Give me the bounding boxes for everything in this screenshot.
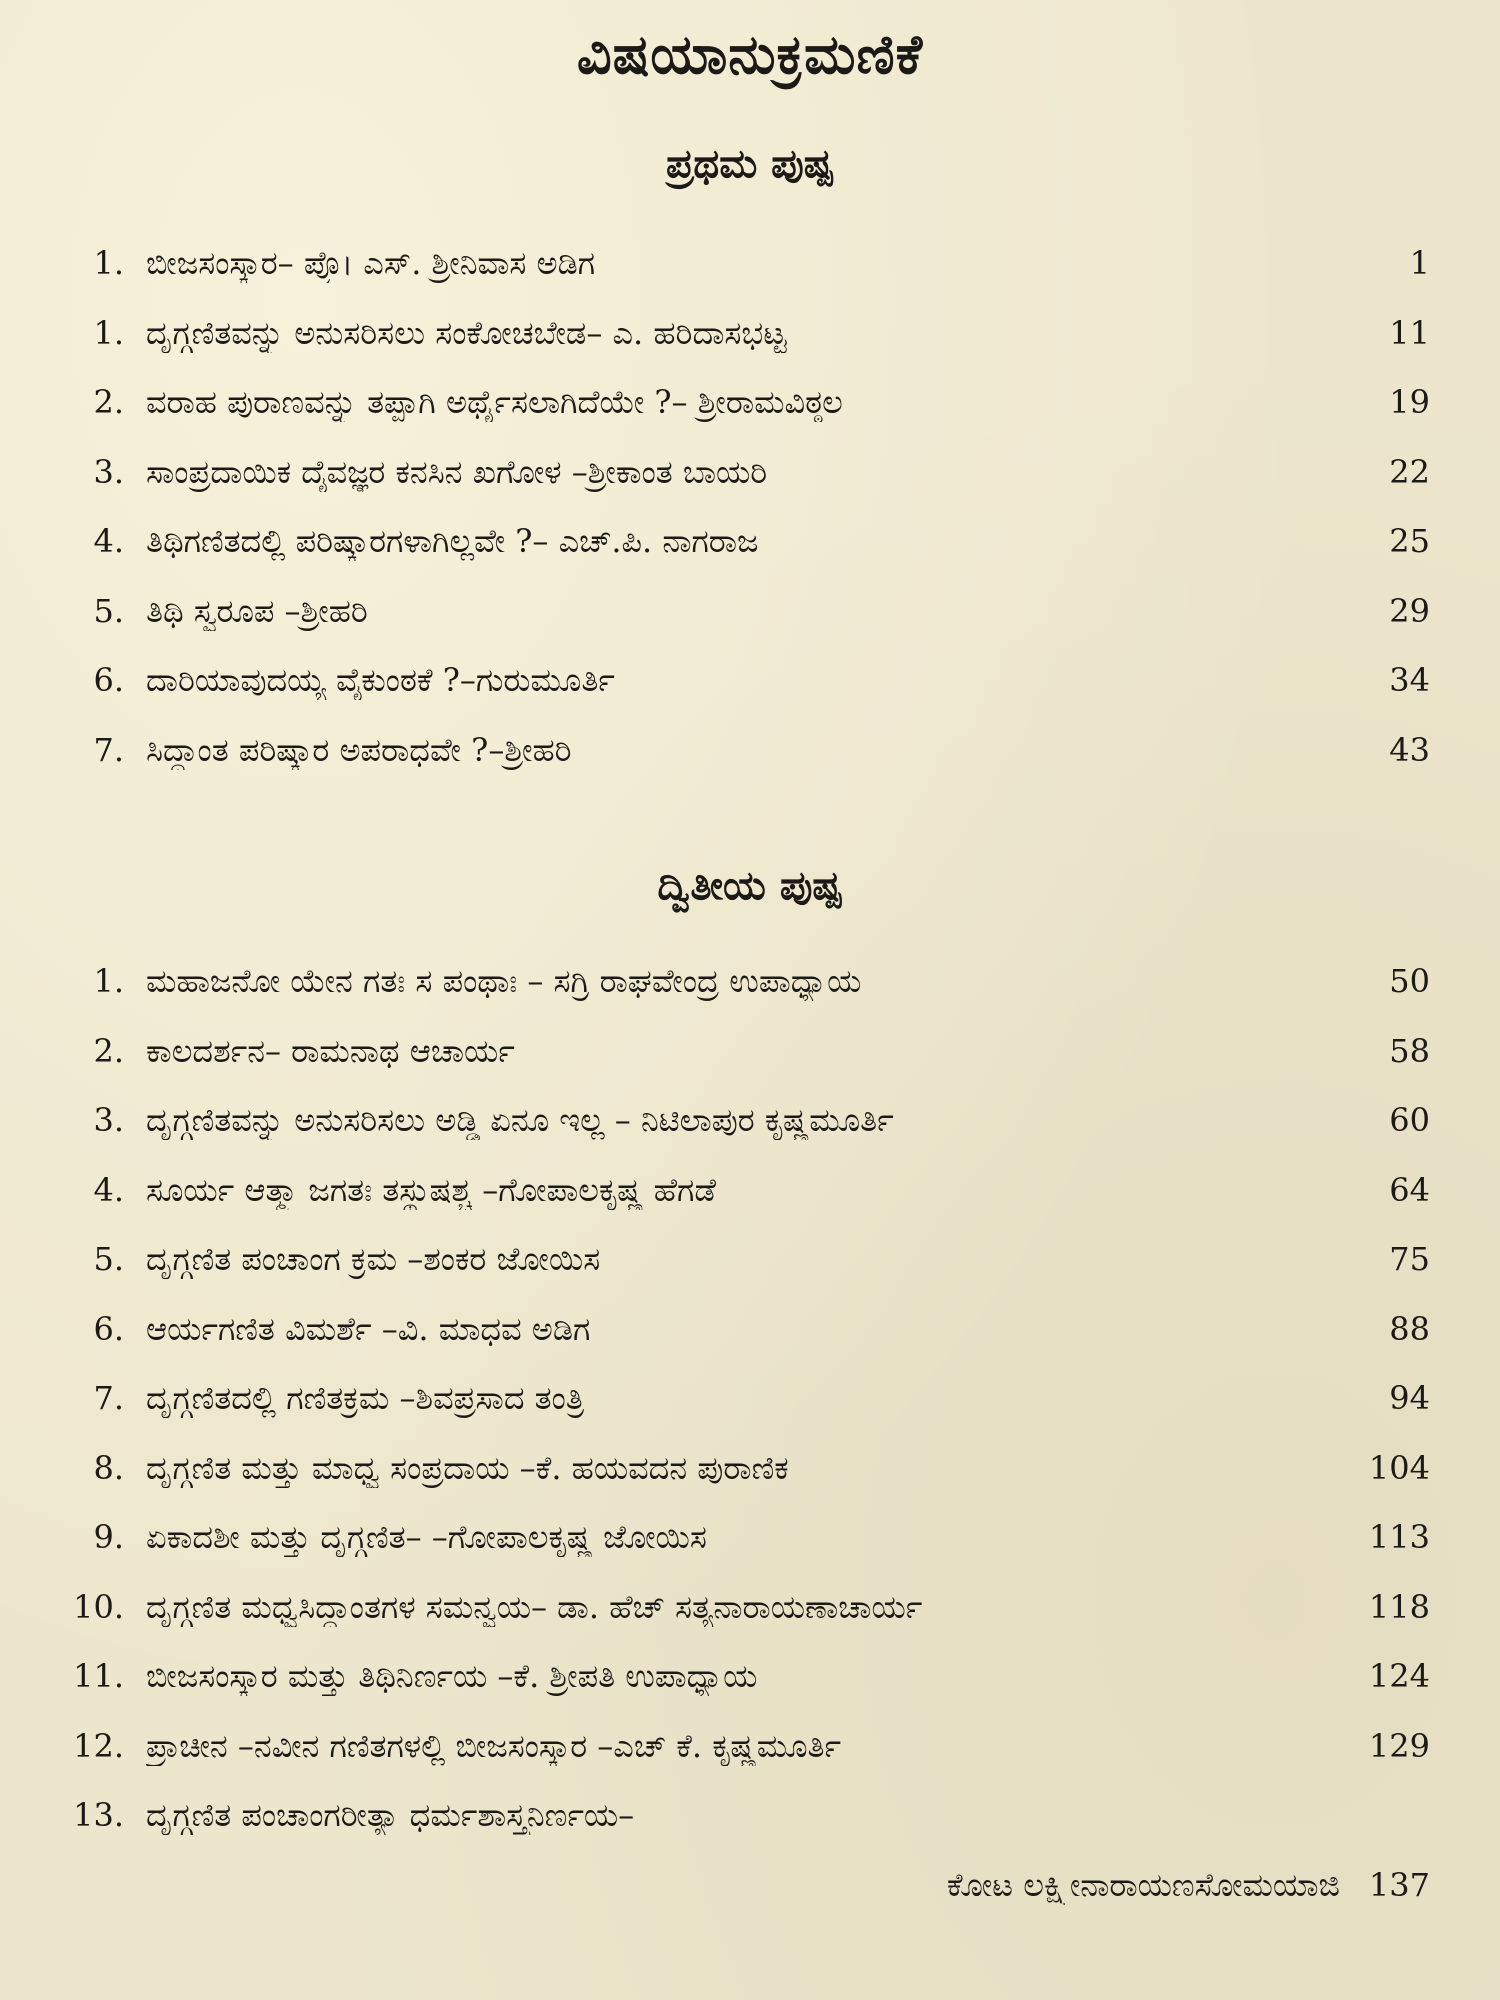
entry-number: 1. bbox=[93, 313, 124, 352]
section-2-title: ದ್ವಿತೀಯ ಪುಷ್ಪ bbox=[657, 862, 843, 909]
toc-entry bbox=[0, 510, 1500, 580]
toc-entry bbox=[0, 649, 1500, 719]
entry-title: ತಿಥಿ ಸ್ವರೂಪ –ಶ್ರೀಹರಿ bbox=[146, 591, 368, 630]
entry-number: 7. bbox=[93, 1379, 124, 1417]
entry-title: ದೃಗ್ಗಣಿತವನ್ನು ಅನುಸರಿಸಲು ಅಡ್ಡಿ ಏನೂ ಇಲ್ಲ – ನಿಟಿಲಾಪುರ ಕೃಷ್ಣಮೂರ್ತಿ bbox=[146, 1101, 894, 1139]
entry-page: 25 bbox=[1389, 522, 1430, 560]
toc-entry bbox=[0, 1576, 1500, 1646]
entry-page: 34 bbox=[1389, 661, 1430, 699]
entry-number: 3. bbox=[93, 1101, 124, 1139]
entry-page: 58 bbox=[1389, 1031, 1430, 1070]
entry-title: ದೃಗ್ಗಣಿತ ಪಂಚಾಂಗ ಕ್ರಮ –ಶಂಕರ ಜೋಯಿಸ bbox=[146, 1240, 601, 1278]
toc-entry-continuation bbox=[0, 1854, 1500, 1924]
entry-title: ಸಿದ್ಧಾಂತ ಪರಿಷ್ಕಾರ ಅಪರಾಧವೇ ?–ಶ್ರೀಹರಿ bbox=[146, 730, 572, 769]
toc-entry bbox=[0, 1089, 1500, 1159]
entry-title: ಆರ್ಯಗಣಿತ ವಿಮರ್ಶೆ –ವಿ. ಮಾಧವ ಅಡಿಗ bbox=[146, 1309, 591, 1348]
entry-page: 124 bbox=[1368, 1657, 1430, 1695]
page-title: ವಿಷಯಾನುಕ್ರಮಣಿಕೆ bbox=[576, 22, 924, 86]
entry-number: 10. bbox=[73, 1587, 124, 1626]
entry-number: 4. bbox=[93, 522, 124, 560]
entry-title: ಮಹಾಜನೋ ಯೇನ ಗತಃ ಸ ಪಂಥಾಃ – ಸಗ್ರಿ ರಾಘವೇಂದ್ರ ಉಪಾಧ್ಯಾಯ bbox=[146, 962, 862, 1000]
entry-title: ಸೂರ್ಯ ಆತ್ಮಾ ಜಗತಃ ತಸ್ಥುಷಶ್ಚ –ಗೋಪಾಲಕೃಷ್ಣ ಹೆಗಡೆ bbox=[146, 1170, 717, 1209]
entry-number: 1. bbox=[93, 962, 124, 1000]
entry-number: 11. bbox=[73, 1657, 124, 1695]
entry-page: 29 bbox=[1389, 591, 1430, 630]
toc-entry bbox=[0, 302, 1500, 372]
entry-title: ಪ್ರಾಚೀನ –ನವೀನ ಗಣಿತಗಳಲ್ಲಿ ಬೀಜಸಂಸ್ಕಾರ –ಎಚ್ ಕೆ. ಕೃಷ್ಣಮೂರ್ತಿ bbox=[146, 1726, 842, 1765]
entry-page: 75 bbox=[1389, 1240, 1430, 1278]
toc-entry bbox=[0, 1159, 1500, 1229]
entry-page: 129 bbox=[1368, 1726, 1430, 1765]
entry-page: 88 bbox=[1389, 1309, 1430, 1348]
toc-entry bbox=[0, 1367, 1500, 1437]
entry-title: ವರಾಹ ಪುರಾಣವನ್ನು ತಪ್ಪಾಗಿ ಅರ್ಥೈಸಲಾಗಿದೆಯೇ ?– ಶ್ರೀರಾಮವಿಠ್ಠಲ bbox=[146, 383, 843, 421]
toc-entry bbox=[0, 719, 1500, 789]
toc-section-1 bbox=[0, 232, 1500, 788]
entry-title: ದಾರಿಯಾವುದಯ್ಯ ವೈಕುಂಠಕೆ ?–ಗುರುಮೂರ್ತಿ bbox=[146, 661, 615, 699]
entry-page: 43 bbox=[1389, 730, 1430, 769]
entry-number: 5. bbox=[93, 591, 124, 630]
toc-entry bbox=[0, 1228, 1500, 1298]
entry-page: 22 bbox=[1389, 452, 1430, 491]
toc-entry bbox=[0, 232, 1500, 302]
entry-title: ದೃಗ್ಗಣಿತವನ್ನು ಅನುಸರಿಸಲು ಸಂಕೋಚಬೇಡ– ಎ. ಹರಿದಾಸಭಟ್ಟ bbox=[146, 313, 787, 352]
entry-number: 12. bbox=[73, 1726, 124, 1765]
entry-number: 13. bbox=[73, 1796, 124, 1834]
entry-title: ದೃಗ್ಗಣಿತ ಮಧ್ವಸಿದ್ಧಾಂತಗಳ ಸಮನ್ವಯ– ಡಾ. ಹೆಚ್ ಸತ್ಯನಾರಾಯಣಾಚಾರ್ಯ bbox=[146, 1587, 923, 1626]
entry-title: ದೃಗ್ಗಣಿತ ಪಂಚಾಂಗರೀತ್ಯಾ ಧರ್ಮಶಾಸ್ತ್ರನಿರ್ಣಯ– bbox=[146, 1796, 635, 1834]
entry-page: 94 bbox=[1389, 1379, 1430, 1417]
entry-page: 19 bbox=[1389, 383, 1430, 421]
entry-number: 2. bbox=[93, 383, 124, 421]
toc-entry bbox=[0, 950, 1500, 1020]
entry-title: ಕಾಲದರ್ಶನ– ರಾಮನಾಥ ಆಚಾರ್ಯ bbox=[146, 1031, 515, 1070]
entry-number: 1. bbox=[93, 244, 124, 282]
entry-page: 118 bbox=[1368, 1587, 1430, 1626]
entry-page: 113 bbox=[1368, 1518, 1430, 1556]
toc-entry bbox=[0, 1437, 1500, 1507]
entry-title: ತಿಥಿಗಣಿತದಲ್ಲಿ ಪರಿಷ್ಕಾರಗಳಾಗಿಲ್ಲವೇ ?– ಎಚ್.ಪಿ. ನಾಗರಾಜ bbox=[146, 522, 759, 560]
entry-page: 64 bbox=[1389, 1170, 1430, 1209]
toc-entry bbox=[0, 371, 1500, 441]
toc-entry bbox=[0, 441, 1500, 511]
entry-page: 137 bbox=[1368, 1865, 1430, 1904]
toc-entry bbox=[0, 1298, 1500, 1368]
entry-title: ದೃಗ್ಗಣಿತದಲ್ಲಿ ಗಣಿತಕ್ರಮ –ಶಿವಪ್ರಸಾದ ತಂತ್ರಿ bbox=[146, 1379, 585, 1417]
entry-number: 8. bbox=[93, 1448, 124, 1487]
section-1-title: ಪ್ರಥಮ ಪುಷ್ಪ bbox=[665, 140, 835, 187]
entry-page: 11 bbox=[1389, 313, 1430, 352]
entry-page: 104 bbox=[1368, 1448, 1430, 1487]
toc-entry bbox=[0, 1506, 1500, 1576]
entry-number: 6. bbox=[93, 1309, 124, 1348]
toc-entry bbox=[0, 1715, 1500, 1785]
entry-title: ಏಕಾದಶೀ ಮತ್ತು ದೃಗ್ಗಣಿತ– –ಗೋಪಾಲಕೃಷ್ಣ ಜೋಯಿಸ bbox=[146, 1518, 707, 1556]
toc-entry bbox=[0, 1645, 1500, 1715]
entry-number: 9. bbox=[93, 1518, 124, 1556]
entry-title: ದೃಗ್ಗಣಿತ ಮತ್ತು ಮಾಧ್ವ ಸಂಪ್ರದಾಯ –ಕೆ. ಹಯವದನ ಪುರಾಣಿಕ bbox=[146, 1448, 789, 1487]
toc-section-2 bbox=[0, 950, 1500, 1923]
entry-page: 1 bbox=[1409, 244, 1430, 282]
toc-entry bbox=[0, 1784, 1500, 1854]
entry-number: 2. bbox=[93, 1031, 124, 1070]
entry-number: 4. bbox=[93, 1170, 124, 1209]
toc-entry bbox=[0, 1020, 1500, 1090]
entry-page: 60 bbox=[1389, 1101, 1430, 1139]
entry-number: 7. bbox=[93, 730, 124, 769]
entry-author: ಕೋಟ ಲಕ್ಷ್ಮೀನಾರಾಯಣಸೋಮಯಾಜಿ bbox=[946, 1865, 1340, 1904]
entry-title: ಸಾಂಪ್ರದಾಯಿಕ ದೈವಜ್ಞರ ಕನಸಿನ ಖಗೋಳ –ಶ್ರೀಕಾಂತ ಬಾಯರಿ bbox=[146, 452, 768, 491]
entry-title: ಬೀಜಸಂಸ್ಕಾರ ಮತ್ತು ತಿಥಿನಿರ್ಣಯ –ಕೆ. ಶ್ರೀಪತಿ ಉಪಾಧ್ಯಾಯ bbox=[146, 1657, 758, 1695]
entry-number: 5. bbox=[93, 1240, 124, 1278]
entry-page: 50 bbox=[1389, 962, 1430, 1000]
entry-number: 6. bbox=[93, 661, 124, 699]
entry-title: ಬೀಜಸಂಸ್ಕಾರ– ಪ್ರೊ। ಎಸ್. ಶ್ರೀನಿವಾಸ ಅಡಿಗ bbox=[146, 244, 596, 282]
entry-number: 3. bbox=[93, 452, 124, 491]
toc-entry bbox=[0, 580, 1500, 650]
